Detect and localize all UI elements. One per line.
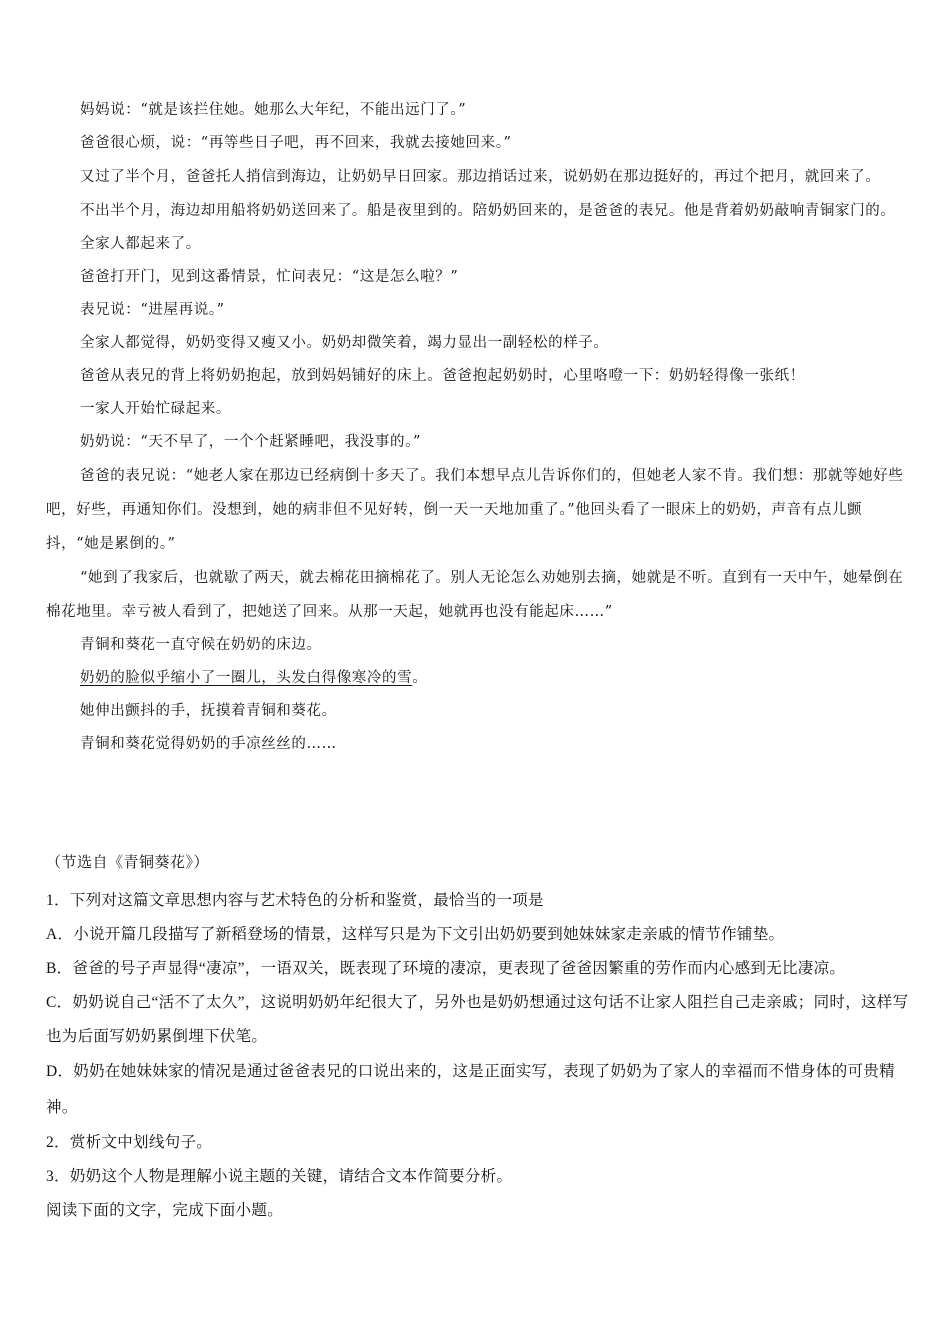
option-d: D．奶奶在她妹妹家的情况是通过爸爸表兄的口说出来的，这是正面实写，表现了奶奶为了家人的幸福而不惜身体的可贵精神。 [46, 1063, 895, 1116]
question-1: 1．下列对这篇文章思想内容与艺术特色的分析和鉴赏，最恰当的一项是 [46, 892, 544, 909]
paragraph-underlined [46, 662, 908, 695]
underlined-sentence: 奶奶的脸似乎缩小了一圈儿，头发白得像寒冷的雪 [80, 670, 413, 686]
option-b: B．爸爸的号子声显得“凄凉”，一语双关，既表现了环境的凄凉，更表现了爸爸因繁重的劳作而内心感到无比凄凉。 [46, 960, 846, 977]
paragraph: 爸爸从表兄的背上将奶奶抱起，放到妈妈铺好的床上。爸爸抱起奶奶时，心里咯噔一下：奶奶轻得像一张纸！ [80, 368, 805, 384]
paragraph: 青铜和葵花一直守候在奶奶的床边。 [80, 637, 322, 653]
paragraph: 爸爸打开门，见到这番情景，忙问表兄：“这是怎么啦？” [80, 269, 459, 285]
paragraph: 全家人都觉得，奶奶变得又瘦又小。奶奶却微笑着，竭力显出一副轻松的样子。 [80, 335, 609, 351]
questions-section [46, 884, 910, 1228]
story-excerpt [46, 94, 908, 761]
paragraph: 奶奶说：“天不早了，一个个赶紧睡吧，我没事的。” [80, 434, 421, 450]
option-c: C．奶奶说自己“活不了太久”，这说明奶奶年纪很大了，另外也是奶奶想通过这句话不让家人阻拦自己走亲戚；同时，这样写也为后面写奶奶累倒埋下伏笔。 [46, 994, 909, 1045]
paragraph: 青铜和葵花觉得奶奶的手凉丝丝的…… [80, 736, 337, 752]
paragraph: 她伸出颤抖的手，抚摸着青铜和葵花。 [80, 703, 337, 719]
paragraph: 全家人都起来了。 [80, 236, 201, 252]
sentence-end: 。 [412, 670, 428, 686]
source-citation: （节选自《青铜葵花》） [46, 853, 210, 871]
paragraph: 妈妈说：“就是该拦住她。她那么大年纪，不能出远门了。” [80, 102, 467, 118]
paragraph: 爸爸的表兄说：“她老人家在那边已经病倒十多天了。我们本想早点儿告诉你们的，但她老人家不肯。我们想：那就等她好些吧，好些，再通知你们。没想到，她的病非但不见好转，倒一天一天地加重了。”他回头看了一眼床上的奶奶，声音有点儿颤抖，“她是累倒的。” [46, 468, 904, 552]
question-2: 2．赏析文中划线句子。 [46, 1134, 213, 1151]
paragraph: 又过了半个月，爸爸托人捎信到海边，让奶奶早日回家。那边捎话过来，说奶奶在那边挺好的，再过个把月，就回来了。 [80, 169, 881, 185]
question-3: 3．奶奶这个人物是理解小说主题的关键，请结合文本作简要分析。 [46, 1168, 513, 1185]
paragraph: 不出半个月，海边却用船将奶奶送回来了。船是夜里到的。陪奶奶回来的，是爸爸的表兄。他是背着奶奶敲响青铜家门的。 [80, 203, 896, 219]
paragraph: 爸爸很心烦，说：“再等些日子吧，再不回来，我就去接她回来。” [80, 135, 512, 151]
paragraph: “她到了我家后，也就歇了两天，就去棉花田摘棉花了。别人无论怎么劝她别去摘，她就是不听。直到有一天中午，她晕倒在棉花地里。幸亏被人看到了，把她送了回来。从那一天起，她就再也没有能起床……” [46, 570, 904, 620]
paragraph: 表兄说：“进屋再说。” [80, 302, 225, 318]
paragraph: 一家人开始忙碌起来。 [80, 401, 231, 417]
next-reading-instruction: 阅读下面的文字，完成下面小题。 [46, 1202, 284, 1219]
option-a: A．小说开篇几段描写了新稻登场的情景，这样写只是为下文引出奶奶要到她妹妹家走亲戚的情节作铺垫。 [46, 926, 785, 943]
